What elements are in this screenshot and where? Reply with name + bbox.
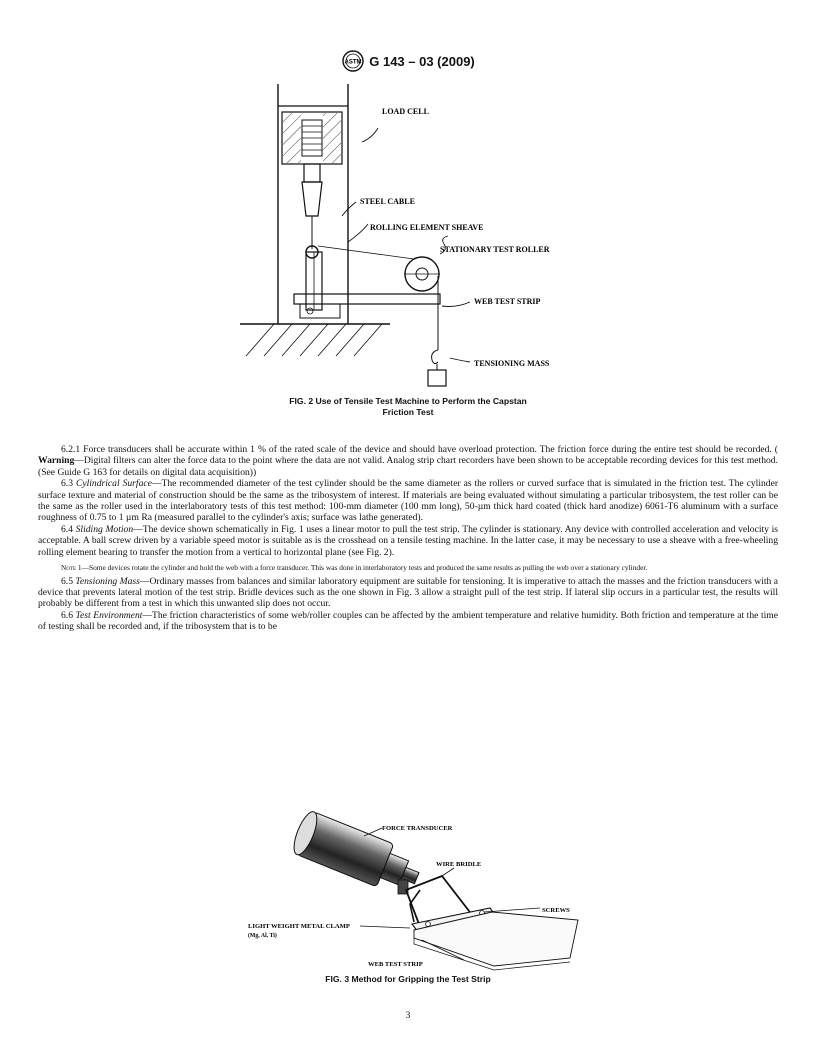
figure-3-caption: FIG. 3 Method for Gripping the Test Strip bbox=[325, 974, 491, 984]
label-tensioning-mass: TENSIONING MASS bbox=[474, 359, 550, 368]
paragraph-6-2-1: 6.2.1 Force transducers shall be accurate within 1 % of the rated scale of the device and should have overload protection. The friction force during the entire test should be recorded. ( Warning—Digital filters can alter the force data to the point where the data are not valid. Analog strip chart recorders have been shown to be acceptable recording devices for this test method. (See Guide G 163 for details on digital data acquisition)) bbox=[38, 444, 778, 478]
standard-designation: G 143 – 03 (2009) bbox=[369, 53, 475, 69]
figure-2-caption-line2: Friction Test bbox=[382, 407, 434, 417]
page-number: 3 bbox=[405, 1011, 411, 1021]
label-stationary-roller: STATIONARY TEST ROLLER bbox=[440, 245, 550, 254]
label-force-transducer: FORCE TRANSDUCER bbox=[382, 825, 453, 832]
paragraph-6-4: 6.4 Sliding Motion—The device shown schematically in Fig. 1 uses a linear motor to pull the test strip. The cylinder is stationary. Any device with controlled acceleration and velocity is acceptable. A ball screw driven by a variable speed motor is suitable as is the crosshead on a tensile testing machine. In the latter case, it may be necessary to use a sheave with a free-wheeling rolling element bearing to transfer the motion from a vertical to horizontal plane (see Fig. 2). bbox=[38, 523, 778, 558]
note-1: Note 1—Some devices rotate the cylinder and hold the web with a force transducer. This was done in interlaboratory tests and produced the same results as pulling the web over a stationary cylinder. bbox=[61, 563, 648, 573]
label-clamp: LIGHT WEIGHT METAL CLAMP bbox=[248, 923, 350, 930]
warning-label: Warning bbox=[38, 455, 75, 467]
label-load-cell: LOAD CELL bbox=[382, 107, 429, 116]
paragraph-6-6: 6.6 Test Environment—The friction characteristics of some web/roller couples can be affected by the ambient temperature and relative humidity. Both friction and temperature at the time of testing shall be recorded and, if the tribosystem that is to be bbox=[38, 609, 778, 633]
figure-2-diagram bbox=[230, 84, 590, 394]
astm-logo-icon bbox=[341, 50, 365, 72]
figure-2-caption-line1: FIG. 2 Use of Tensile Test Machine to Perform the Capstan bbox=[289, 396, 527, 406]
paragraph-6-3: 6.3 Cylindrical Surface—The recommended diameter of the test cylinder should be the same diameter as the rollers or curved surface that is simulated in the friction test. The cylinder surface texture and material of construction should be the same as the tribosystem of interest. If materials are being evaluated without simulating a particular tribosystem, the test roller can be the same as the roller used in the interlaboratory tests of this test method: 100-mm diameter (100 mm long), 50-µm thick hard coated (thick hard anodize) 6061-T6 aluminum with a surface roughness of 0.75 to 1 µm Ra (measured parallel to the cylinder's axis; surface was lathe generated). bbox=[38, 478, 779, 524]
label-screws: SCREWS bbox=[542, 907, 570, 914]
logo-text: ASTM bbox=[344, 59, 362, 66]
figure-2-caption bbox=[0, 396, 816, 418]
label-rolling-sheave: ROLLING ELEMENT SHEAVE bbox=[370, 223, 484, 232]
figure-3-diagram bbox=[244, 808, 604, 976]
label-clamp-materials: (Mg, Al, Ti) bbox=[248, 933, 277, 939]
paragraph-6-5: 6.5 Tensioning Mass—Ordinary masses from balances and similar laboratory equipment are suitable for tensioning. It is imperative to attach the masses and the friction transducers with a device that prevents lateral motion of the test strip. Bridle devices such as the one shown in Fig. 3 allow a straight pull of the test strip. If lateral slip occurs in a particular test, the results will probably be different from a test in which this unwanted slip does not occur. bbox=[38, 575, 779, 610]
label-web-strip: WEB TEST STRIP bbox=[474, 297, 541, 306]
label-web-strip-3: WEB TEST STRIP bbox=[368, 961, 423, 968]
body-text bbox=[38, 444, 778, 633]
label-steel-cable: STEEL CABLE bbox=[360, 197, 415, 206]
page-header bbox=[0, 50, 816, 72]
label-wire-bridle: WIRE BRIDLE bbox=[436, 861, 482, 868]
